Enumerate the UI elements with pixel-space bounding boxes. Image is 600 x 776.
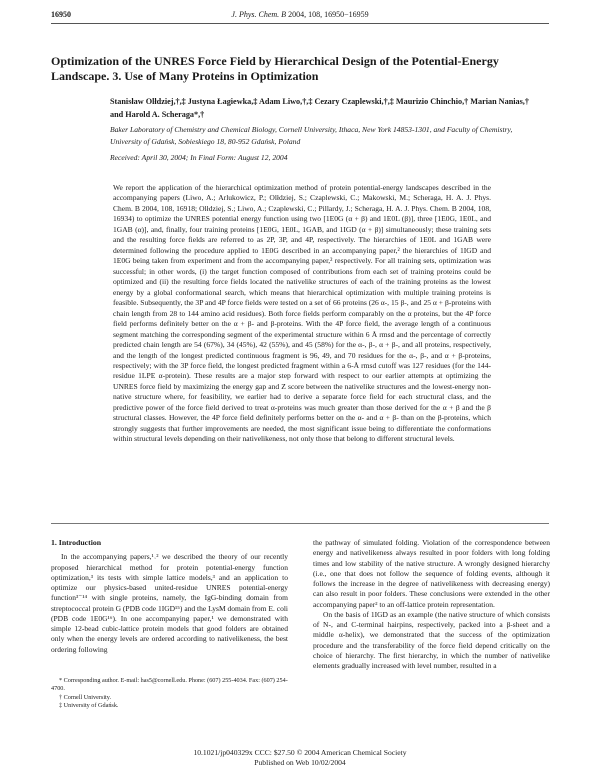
intro-paragraph-1: In the accompanying papers,¹˒² we described the theory of our recently proposed hierarchical method for protein potential-energy function optimization,³ its tests with simple lattice models,³ and an application to optimize our physics-based united-residue UNRES potential-energy function³⁻¹⁴ with single proteins, namely, the IgG-binding domain from streptococcal protein G (PDB code 1IGD¹⁵) and the LysM domain from E. coli (PDB code 1E0G¹⁶). In one accompanying paper,¹ we demonstrated with simple 12-bead cubic-lattice protein models that good folders are obtained only when the energy levels are ordered according to nativelikeness, the best ordering following (51, 552, 288, 654)
footnote-corresponding: * Corresponding author. E-mail: has5@cornell.edu. Phone: (607) 255-4034. Fax: (607) 254-4700. (51, 677, 288, 693)
abstract: We report the application of the hierarchical optimization method of protein potential-energy landscapes described in the accompanying papers (Liwo, A.; Arlukowicz, P.; Olłdziej, S.; Czaplewski, C.; Makowski, M.; Scheraga, H. A. J. Phys. Chem. B 2004, 108, 16918; Olłdziej, S.; Liwo, A.; Czaplewski, C.; Pillardy, J.; Scheraga, H. A. J. Phys. Chem. B 2004, 108, 16934) to optimize the UNRES potential energy function using two [1E0G (α + β) and 1E0L (β)], three [1E0G, 1E0L, and 1GAB (α)], and, finally, four training proteins [1E0G, 1E0L, 1GAB, and 1IGD (α + β)] simultaneously; these training sets and the resulting force fields are referred to as 2P, 3P, and 4P, respectively. The hierarchies of 1E0L and 1GAB were determined following the procedure applied to 1E0G described in an accompanying paper,² the hierarchies of 1IGD and 1E0G being taken from experiment and from the accompanying paper,² respectively. For all training sets, optimization was successful; in other words, (i) the target function composed of contributions from each set of training proteins could be optimized and (ii) the resulting force fields located the nativelike structures of each of the training proteins as the lowest energy by a global conformational search, which means that hierarchical optimization with multiple training proteins is feasible. Subsequently, the 3P and 4P force fields were tested on a set of 66 proteins (26 α-, 15 β-, and 25 α + β-proteins with chain length from 28 to 144 amino acid residues). Both force fields perform comparably on the α proteins, but the 4P force field performs definitely better on the α + β- and β-proteins. With the 4P force field, the average length of a continuous segment matching the corresponding segment of the experimental structure within 6 Å rmsd and the percentage of correctly predicted chain length are 54 (67%), 34 (45%), 42 (55%), and 45 (58%) for the α-, β-, α + β-, and all proteins, respectively, and the length of the longest predicted continuous fragment is 96, 49, and 70 residues for the α-, β-, and α + β-proteins, respectively; with the 3P force field, the longest predicted fragment within a 6-Å rmsd cutoff was 127 residues (for the 144-residue 1LPE α-protein). These results are a major step forward with respect to our earlier attempts at optimizing the UNRES force field by maximizing the energy gap and Z score between the nativelike structures and the lowest-energy non-native structure where, for feasibility, we earlier had to derive a separate force field for each structural class, and the predictive power of the force field derived to treat α-proteins was much greater than those derived for the α + β and the β structural classes. However, the 4P force field definitely performs better on the α- and α + β- than on the β-proteins, which strongly suggests that further improvements are needed, the most significant issue being to differentiate the conformations within structural levels depending on their nativelikeness, not only those that belong to different structural levels. (113, 183, 491, 444)
page-footer (0, 748, 600, 768)
affiliation: Baker Laboratory of Chemistry and Chemical Biology, Cornell University, Ithaca, New York 14853-1301, and Faculty of Chemistry, University of Gdańsk, Sobieskiego 18, 80-952 Gdańsk, Poland (110, 125, 513, 146)
journal-year-volume: 2004, 108, 16950−16959 (288, 10, 369, 19)
right-column (313, 538, 550, 671)
left-column (51, 538, 288, 655)
abstract-separator (51, 523, 549, 524)
section-heading: 1. Introduction (51, 538, 102, 547)
doi-copyright-line: 10.1021/jp040329x CCC: $27.50 © 2004 American Chemical Society (193, 748, 407, 757)
intro-paragraph-continued: the pathway of simulated folding. Violation of the correspondence between energy and nativelikeness always resulted in poor folders with long folding times and low stability of the native structure. A wrongly designed hierarchy (i.e., one that does not follow the sequence of folding events, although it follows the increase in the degree of nativelikeness with decreasing energy) can also result in poor folders. These conclusions were extended in the other accompanying paper² to an off-lattice protein representation. (313, 538, 550, 609)
page-number: 16950 (51, 10, 71, 19)
paper-title: Optimization of the UNRES Force Field by Hierarchical Design of the Potential-Energy Landscape. 3. Use of Many Proteins in Optimization (51, 54, 499, 83)
intro-paragraph-2: On the basis of 1IGD as an example (the native structure of which consists of N-, and C-terminal hairpins, respectively, packed into a β-sheet and a middle α-helix), we demonstrated that the success of the optimization procedure and the transferability of the force field depend critically on the choice of hierarchy. The first hierarchy, in which the number of nativelike elements gradually increased with level number, resulted in a (313, 609, 550, 670)
author-list: Stanisław Olłdziej,†,‡ Justyna Łagiewka,‡ Adam Liwo,†,‡ Cezary Czaplewski,†,‡ Maurizio Chinchio,† Marian Nanias,† and Harold A. Scheraga*,† (110, 97, 529, 119)
published-date: Published on Web 10/02/2004 (254, 758, 346, 767)
journal-name: J. Phys. Chem. B (231, 10, 287, 19)
footnotes (51, 677, 288, 710)
footnote-gdansk: ‡ University of Gdańsk. (59, 701, 119, 709)
received-dates: Received: April 30, 2004; In Final Form: August 12, 2004 (110, 153, 288, 162)
footnote-cornell: † Cornell University. (59, 693, 112, 701)
journal-citation (0, 10, 600, 19)
header-rule (51, 23, 549, 24)
